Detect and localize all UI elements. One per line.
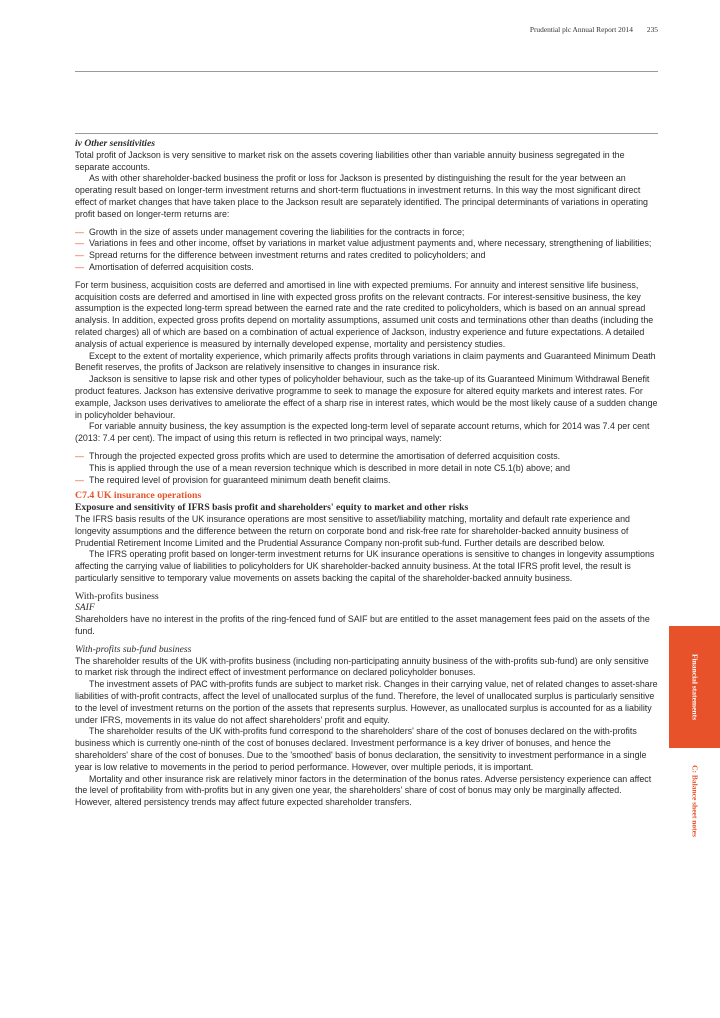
paragraph: Shareholders have no interest in the profits of the ring-fenced fund of SAIF but are entitled to the asset management fees paid on the assets of the fund.: [75, 614, 650, 637]
impact-list: [75, 451, 658, 486]
section-divider: [75, 133, 658, 134]
determinants-list: [75, 227, 658, 274]
paragraph: Mortality and other insurance risk are relatively minor factors in the determination of the bonus rates. Adverse persistency experience can affect the level of profitability from with-profits but in any given one year, the shareholders' share of cost of bonus may only be marginally affected. However, altered persistency trends may affect future expected shareholder transfers.: [75, 773, 652, 808]
paragraph: The IFRS basis results of the UK insurance operations are most sensitive to asset/liability matching, mortality and default rate experience and longevity assumptions and the difference between the return on corporate bond and risk-free rate for shareholder-backed annuity business of Prudential Retirement Income Limited and the Prudential Assurance Company non-profit sub-fund. Further details are described below.: [75, 513, 630, 548]
uk-insurance-subheading: Exposure and sensitivity of IFRS basis profit and shareholders' equity to market and other risks: [75, 502, 469, 514]
paragraph: For term business, acquisition costs are deferred and amortised in line with expected premiums. For annuity and interest sensitive life business, acquisition costs are deferred and amortised in line with expected gross profits on the relevant contracts. For interest-sensitive business, the key assumption is the expected long-term spread between the earned rate and the rate credited to policyholders, which is based on an annual spread analysis. In addition, expected gross profits depend on mortality assumptions, assumed unit costs and terminations other than deaths (including the related charges) all of which are based on a combination of actual experience of Jackson, industry experience and future expectations. A detailed analysis of actual experience is measured by internally developed expense, mortality and persistency studies.: [75, 279, 654, 349]
section-tab: [669, 626, 720, 748]
subsection-tab-label: C: Balance sheet notes: [690, 765, 699, 837]
paragraph: The IFRS operating profit based on longer-term investment returns for UK insurance operations is sensitive to changes in longevity assumptions affecting the carrying value of liabilities to policyholders for UK shareholder-backed annuity business. At the total IFRS profit level, the result is particularly sensitive to temporary value movements on assets backing the capital of the shareholder-backed annuity business.: [75, 549, 655, 583]
list-item: — The required level of provision for guaranteed minimum death benefit claims.: [75, 475, 658, 487]
paragraph: The investment assets of PAC with-profits funds are subject to market risk. Changes in their carrying value, net of related changes to asset-share liabilities of with-profit contracts, affect the level of unallocated surplus of the fund. Therefore, the level of unallocated surplus is particularly sensitive to the level of investment returns on the portion of the assets that represents surplus. However, as unallocated surplus is accounted for as a liability under IFRS, movements in its value do not affect shareholders' profit and equity.: [75, 679, 658, 725]
paragraph: The shareholder results of the UK with-profits fund correspond to the shareholders' share of the cost of bonuses declared on the with-profits business which is currently one-ninth of the cost of bonuses declared. Investment performance is a key driver of bonuses, and hence the shareholders' share of the cost of bonuses. Due to the 'smoothed' basis of bonus declaration, the sensitivity to investment performance in a single year is low relative to movements in the period to period performance. However, over multiple periods, it is important.: [75, 726, 647, 772]
main-content: [75, 138, 658, 809]
page-number: 235: [646, 25, 658, 34]
list-item: — Variations in fees and other income, offset by variations in market value adjustment payments and, where necessary, strengthening of liabilities;: [75, 238, 658, 250]
with-profits-sub-fund-heading: With-profits sub-fund business: [75, 643, 192, 655]
paragraph: The shareholder results of the UK with-profits business (including non-participating annuity business of the with-profits sub-fund) are only sensitive to market risk through the indirect effect of investment performance on declared policyholder bonuses.: [75, 655, 649, 678]
uk-insurance-heading: C7.4 UK insurance operations: [75, 490, 202, 502]
paragraph: As with other shareholder-backed business the profit or loss for Jackson is presented by distinguishing the result for the year between an operating result based on longer-term investment returns and short-term fluctuations in investment returns. In this way the most significant direct effect of market changes that have taken place to the Jackson result are separately identified. The principal determinants of variations in operating profit based on longer-term returns are:: [75, 173, 648, 219]
page-header: [530, 25, 658, 34]
report-title: Prudential plc Annual Report 2014: [529, 25, 633, 34]
paragraph: Jackson is sensitive to lapse risk and other types of policyholder behaviour, such as the take-up of its Guaranteed Minimum Withdrawal Benefit product features. Jackson has extensive derivative programme to seek to manage the exposure for altered equity markets and interest rates. For example, Jackson uses derivatives to ameliorate the effect of a sharp rise in interest rates, which would be the most likely cause of a sudden change in policyholder behaviour.: [75, 374, 658, 420]
saif-heading: SAIF: [75, 602, 95, 614]
subsection-tab: [669, 750, 720, 852]
paragraph: Total profit of Jackson is very sensitive to market risk on the assets covering liabilities other than variable annuity business segregated in the separate accounts.: [75, 149, 625, 172]
paragraph: For variable annuity business, the key assumption is the expected long-term level of separate account returns, which for 2014 was 7.4 per cent (2013: 7.4 per cent). The impact of using this return is reflected in two principal ways, namely:: [75, 421, 650, 444]
paragraph: Except to the extent of mortality experience, which primarily affects profits through variations in claim payments and Guaranteed Minimum Death Benefit reserves, the profits of Jackson are relatively insensitive to changes in insurance risk.: [75, 350, 656, 373]
section-tab-label: Financial statements: [690, 653, 699, 721]
list-item: — Spread returns for the difference between investment returns and rates credited to policyholders; and: [75, 250, 658, 262]
with-profits-heading: With-profits business: [75, 590, 159, 602]
other-sensitivities-heading: iv Other sensitivities: [75, 138, 155, 149]
list-item: — Amortisation of deferred acquisition costs.: [75, 262, 658, 274]
list-item: — Growth in the size of assets under management covering the liabilities for the contracts in force;: [75, 227, 658, 239]
top-divider: [75, 71, 658, 72]
list-item: — Through the projected expected gross profits which are used to determine the amortisation of deferred acquisition costs.: [75, 451, 658, 463]
list-item: This is applied through the use of a mean reversion technique which is described in more detail in note C5.1(b) above; and: [89, 462, 571, 473]
